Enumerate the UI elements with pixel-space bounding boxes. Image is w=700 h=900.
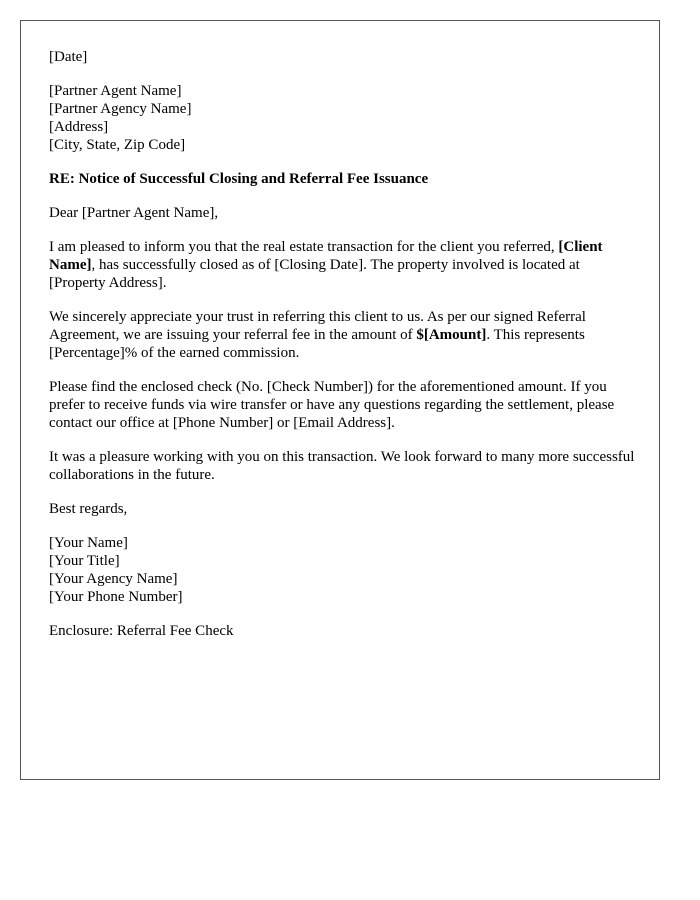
paragraph-referral-fee xyxy=(49,308,639,362)
client-name: [Client Name] xyxy=(49,239,603,273)
signature-block xyxy=(49,534,639,606)
closing: Best regards, xyxy=(49,501,128,517)
recipient-name: [Partner Agent Name] xyxy=(49,83,182,99)
date-line: [Date] xyxy=(49,49,88,65)
letter-page xyxy=(20,20,660,780)
signature-title: [Your Title] xyxy=(49,553,120,569)
paragraph2-text-start: We sincerely appreciate your trust in referring this client to us. As per our signed Referral Agreement, we are issuing your referral fee in the amount of xyxy=(49,309,586,343)
fee-amount: $[Amount] xyxy=(416,327,487,343)
recipient-city-state-zip: [City, State, Zip Code] xyxy=(49,137,186,153)
salutation: Dear [Partner Agent Name], xyxy=(49,205,219,221)
signature-phone: [Your Phone Number] xyxy=(49,589,183,605)
letter-body xyxy=(49,48,639,656)
paragraph-closing-notice xyxy=(49,238,639,292)
paragraph2-text-end: . This represents [Percentage]% of the earned commission. xyxy=(49,327,585,361)
recipient-address-block xyxy=(49,82,639,154)
subject-line: RE: Notice of Successful Closing and Referral Fee Issuance xyxy=(49,171,429,187)
signature-name: [Your Name] xyxy=(49,535,128,551)
recipient-agency: [Partner Agency Name] xyxy=(49,101,192,117)
enclosure-note: Enclosure: Referral Fee Check xyxy=(49,623,234,639)
paragraph-thanks: It was a pleasure working with you on this transaction. We look forward to many more successful collaborations in the future. xyxy=(49,449,635,483)
paragraph1-text-start: I am pleased to inform you that the real estate transaction for the client you referred, xyxy=(49,239,559,255)
letter-date xyxy=(49,48,639,66)
paragraph1-text-end: , has successfully closed as of [Closing Date]. The property involved is located at [Property Address]. xyxy=(49,257,580,291)
signature-agency: [Your Agency Name] xyxy=(49,571,178,587)
paragraph-enclosed-check: Please find the enclosed check (No. [Check Number]) for the aforementioned amount. If you prefer to receive funds via wire transfer or have any questions regarding the settlement, please contact our office at [Phone Number] or [Email Address]. xyxy=(49,379,615,431)
recipient-address: [Address] xyxy=(49,119,109,135)
